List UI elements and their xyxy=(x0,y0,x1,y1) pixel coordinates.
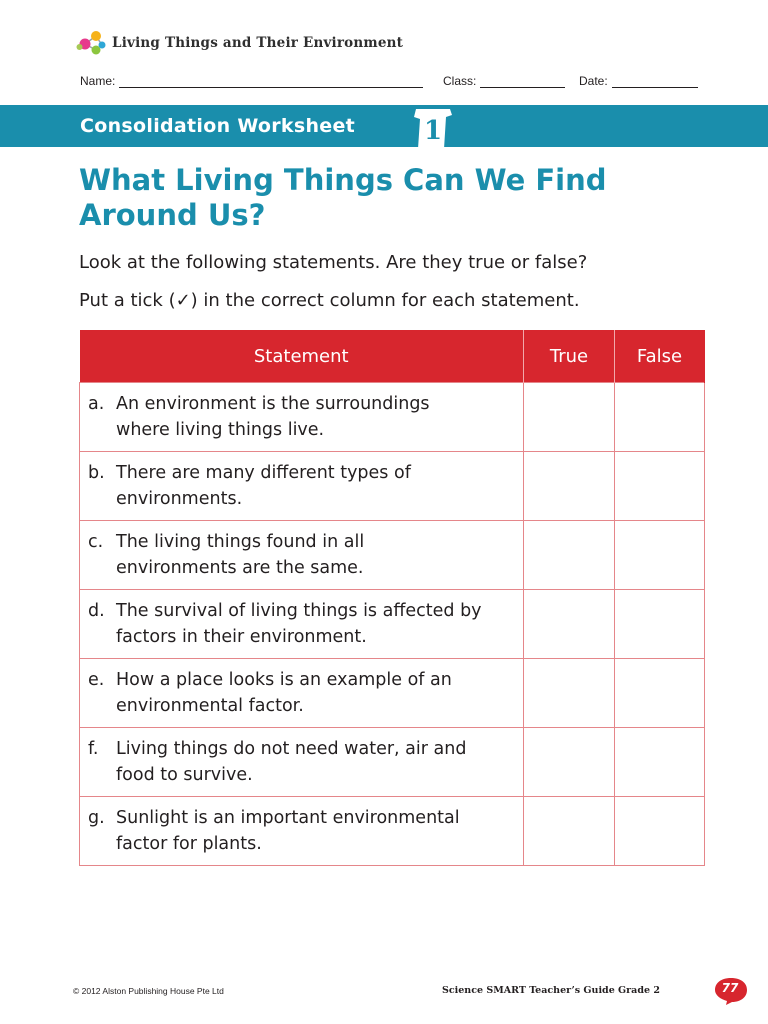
statement-cell xyxy=(80,383,524,452)
book-title: Science SMART Teacher’s Guide Grade 2 xyxy=(442,985,660,996)
table-row xyxy=(80,659,705,728)
false-tick-cell[interactable] xyxy=(615,383,705,452)
statement-cell xyxy=(80,728,524,797)
true-tick-cell[interactable] xyxy=(524,659,615,728)
true-false-table xyxy=(79,330,705,866)
statement-text: The survival of living things is affected by factors in their environment. xyxy=(116,601,482,647)
date-field[interactable] xyxy=(579,74,698,88)
class-field[interactable] xyxy=(443,74,565,88)
statement-text: Living things do not need water, air and food to survive. xyxy=(116,739,467,785)
table-row xyxy=(80,383,705,452)
false-tick-cell[interactable] xyxy=(615,797,705,866)
false-tick-cell[interactable] xyxy=(615,659,705,728)
statement-letter: g. xyxy=(88,808,105,828)
false-column-header: False xyxy=(615,330,705,383)
table-row xyxy=(80,797,705,866)
true-tick-cell[interactable] xyxy=(524,728,615,797)
page-title xyxy=(79,163,699,233)
statement-cell xyxy=(80,797,524,866)
statement-cell xyxy=(80,521,524,590)
statement-text: An environment is the surroundings where living things live. xyxy=(116,394,430,440)
molecule-logo-icon xyxy=(76,30,106,56)
true-tick-cell[interactable] xyxy=(524,452,615,521)
true-tick-cell[interactable] xyxy=(524,521,615,590)
true-tick-cell[interactable] xyxy=(524,590,615,659)
name-line[interactable] xyxy=(119,75,423,88)
false-tick-cell[interactable] xyxy=(615,521,705,590)
banner-label: Consolidation Worksheet xyxy=(80,115,356,137)
table-row xyxy=(80,590,705,659)
table-header-row xyxy=(80,330,705,383)
statement-cell xyxy=(80,452,524,521)
chapter-header xyxy=(76,30,403,56)
banner-number: 1 xyxy=(423,116,443,146)
statement-text: The living things found in all environments are the same. xyxy=(116,532,365,578)
name-label: Name: xyxy=(80,74,116,88)
statement-letter: b. xyxy=(88,463,105,483)
table-row xyxy=(80,452,705,521)
statement-letter: d. xyxy=(88,601,105,621)
true-tick-cell[interactable] xyxy=(524,383,615,452)
copyright-notice: © 2012 Alston Publishing House Pte Ltd xyxy=(73,986,224,996)
title-line-2: Around Us? xyxy=(79,198,266,232)
statement-letter: f. xyxy=(88,739,99,759)
instruction-1: Look at the following statements. Are they true or false? xyxy=(79,252,588,273)
name-field[interactable] xyxy=(80,74,423,88)
statement-cell xyxy=(80,659,524,728)
true-column-header: True xyxy=(524,330,615,383)
table-row xyxy=(80,728,705,797)
student-info-fields xyxy=(80,74,702,90)
statement-letter: c. xyxy=(88,532,104,552)
date-label: Date: xyxy=(579,74,608,88)
class-label: Class: xyxy=(443,74,477,88)
false-tick-cell[interactable] xyxy=(615,728,705,797)
statement-text: How a place looks is an example of an environmental factor. xyxy=(116,670,452,716)
instruction-2: Put a tick (✓) in the correct column for each statement. xyxy=(79,290,580,311)
false-tick-cell[interactable] xyxy=(615,452,705,521)
statement-text: There are many different types of environments. xyxy=(116,463,411,509)
statement-text: Sunlight is an important environmental factor for plants. xyxy=(116,808,460,854)
page-number: 77 xyxy=(721,981,739,995)
class-line[interactable] xyxy=(480,75,565,88)
true-tick-cell[interactable] xyxy=(524,797,615,866)
date-line[interactable] xyxy=(612,75,698,88)
statement-column-header: Statement xyxy=(80,330,524,383)
statement-letter: e. xyxy=(88,670,105,690)
table-row xyxy=(80,521,705,590)
statement-cell xyxy=(80,590,524,659)
chapter-title: Living Things and Their Environment xyxy=(112,35,404,51)
false-tick-cell[interactable] xyxy=(615,590,705,659)
statement-letter: a. xyxy=(88,394,105,414)
title-line-1: What Living Things Can We Find xyxy=(79,163,607,197)
